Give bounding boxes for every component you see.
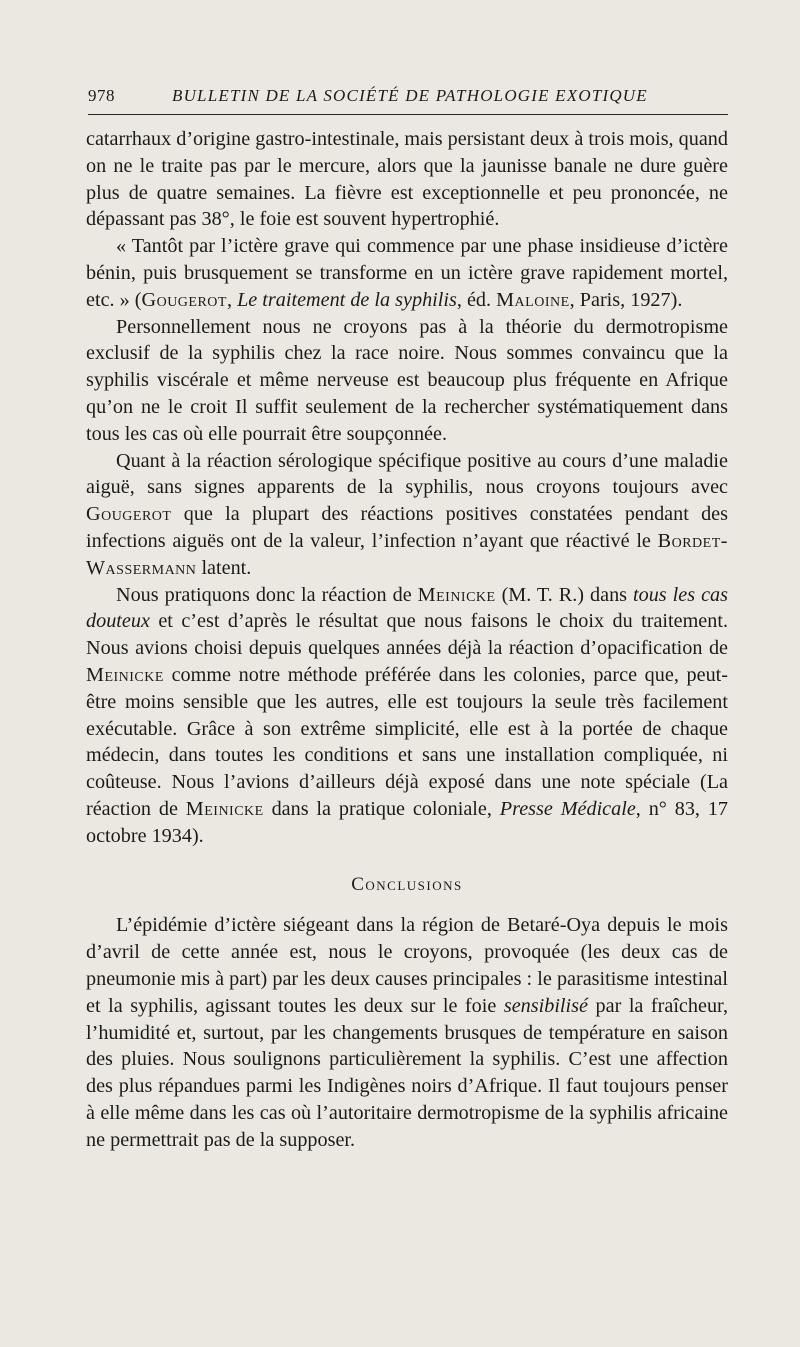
paragraph-6 xyxy=(86,912,728,1153)
book-title: Le traitement de la syphilis xyxy=(237,288,457,311)
p5-text-4: comme notre méthode préférée dans les colonies, parce que, peut-être moins sensible que les autres, elle est toujours la seule très facilement exécutable. Grâce à son extrême simplicité, elle est à la portée de chaque médecin, dans toutes les conditions et sans une installation compliquée, ni coûteuse. Nous l’avions d’ailleurs déjà exposé dans une note spéciale (La réaction de xyxy=(86,663,728,820)
journal-title: Presse Médicale xyxy=(499,797,636,820)
p6-text-2: par la fraîcheur, l’humidité et, surtout, par les changements brusques de température en saison des pluies. Nous soulignons particulièrement la syphilis. C’est une affection des plus répandues parmi les Indigènes noirs d’Afrique. Il faut toujours penser à elle même dans les cas où l’autoritaire dermotropisme de la syphilis africaine ne permettrait pas de la supposer. xyxy=(86,994,728,1151)
p4-text-2: que la plupart des réactions positives constatées pendant des infections aiguës ont de la valeur, l’infection n’ayant que réactivé le xyxy=(86,503,728,552)
paragraph-2 xyxy=(86,233,728,313)
emphasis-doubtful-cases: tous les cas douteux xyxy=(86,583,728,633)
emphasis-sensitized: sensibilisé xyxy=(503,994,588,1017)
meinicke-name-2: Meinicke xyxy=(86,663,164,686)
p4-text-3: latent. xyxy=(196,556,252,579)
paragraph-1-text: catarrhaux d’origine gastro-intestinale, mais persistant deux à trois mois, quand on ne le traite pas par le mercure, alors que la jaunisse banale ne dure guère plus de quatre semaines. La fièvre est exceptionnelle et peu prononcée, ne dépassant pas 38°, le foie est souvent hypertrophié. xyxy=(86,128,728,231)
p2-text-1: « Tantôt par l’ictère grave qui commence par une phase insidieuse d’ictère bénin, puis brusquement se transforme en un ictère grave rapidement mortel, etc. » ( xyxy=(86,235,728,311)
p4-text-1: Quant à la réaction sérologique spécifique positive au cours d’une maladie aiguë, sans signes apparents de la syphilis, nous croyons toujours avec xyxy=(86,449,728,499)
p5-text-1: Nous pratiquons donc la réaction de xyxy=(116,583,418,606)
page-header xyxy=(88,86,728,115)
meinicke-name-1: Meinicke xyxy=(417,583,496,606)
test-name: Bordet-Wassermann xyxy=(86,529,728,579)
author-name: Gougerot xyxy=(141,288,227,311)
page-number: 978 xyxy=(88,86,115,105)
p2-text-2: , xyxy=(226,288,238,311)
publisher-name: Maloine xyxy=(496,288,570,311)
paragraph-4 xyxy=(86,448,728,582)
meinicke-name-3: Meinicke xyxy=(185,797,264,820)
paragraph-3 xyxy=(86,314,728,448)
p6-text-1: L’épidémie d’ictère siégeant dans la région de Betaré-Oya depuis le mois d’avril de cette année est, nous le croyons, provoquée (les deux cas de pneumonie mis à part) par les deux causes principales : le parasitisme intestinal et la syphilis, agissant toutes les deux sur le foie xyxy=(86,914,728,1017)
section-heading: Conclusions xyxy=(351,873,463,895)
author-name: Gougerot xyxy=(86,503,172,526)
p2-text-4: , Paris, 1927). xyxy=(569,288,683,311)
paragraph-1 xyxy=(86,126,728,233)
p5-text-6: , n° 83, 17 octobre 1934). xyxy=(86,797,729,847)
p5-text-3: et c’est d’après le résultat que nous faisons le choix du traitement. Nous avions choisi depuis quelques années déjà la réaction d’opacification de xyxy=(86,610,728,660)
running-title: BULLETIN DE LA SOCIÉTÉ DE PATHOLOGIE EXOTIQUE xyxy=(172,86,648,105)
paragraph-5 xyxy=(86,582,728,850)
p5-text-5: dans la pratique coloniale, xyxy=(263,797,500,820)
p2-text-3: , éd. xyxy=(456,288,497,311)
article-body xyxy=(86,126,728,1153)
paragraph-3-text: Personnellement nous ne croyons pas à la théorie du dermotropisme exclusif de la syphilis chez la race noire. Nous sommes convaincu que la syphilis viscérale et même nerveuse est beaucoup plus fréquente en Afrique qu’on ne le croit Il suffit seulement de la rechercher systématiquement dans tous les cas où elle pourrait être soupçonnée. xyxy=(86,315,728,445)
p5-text-2: (M. T. R.) dans xyxy=(495,583,634,606)
